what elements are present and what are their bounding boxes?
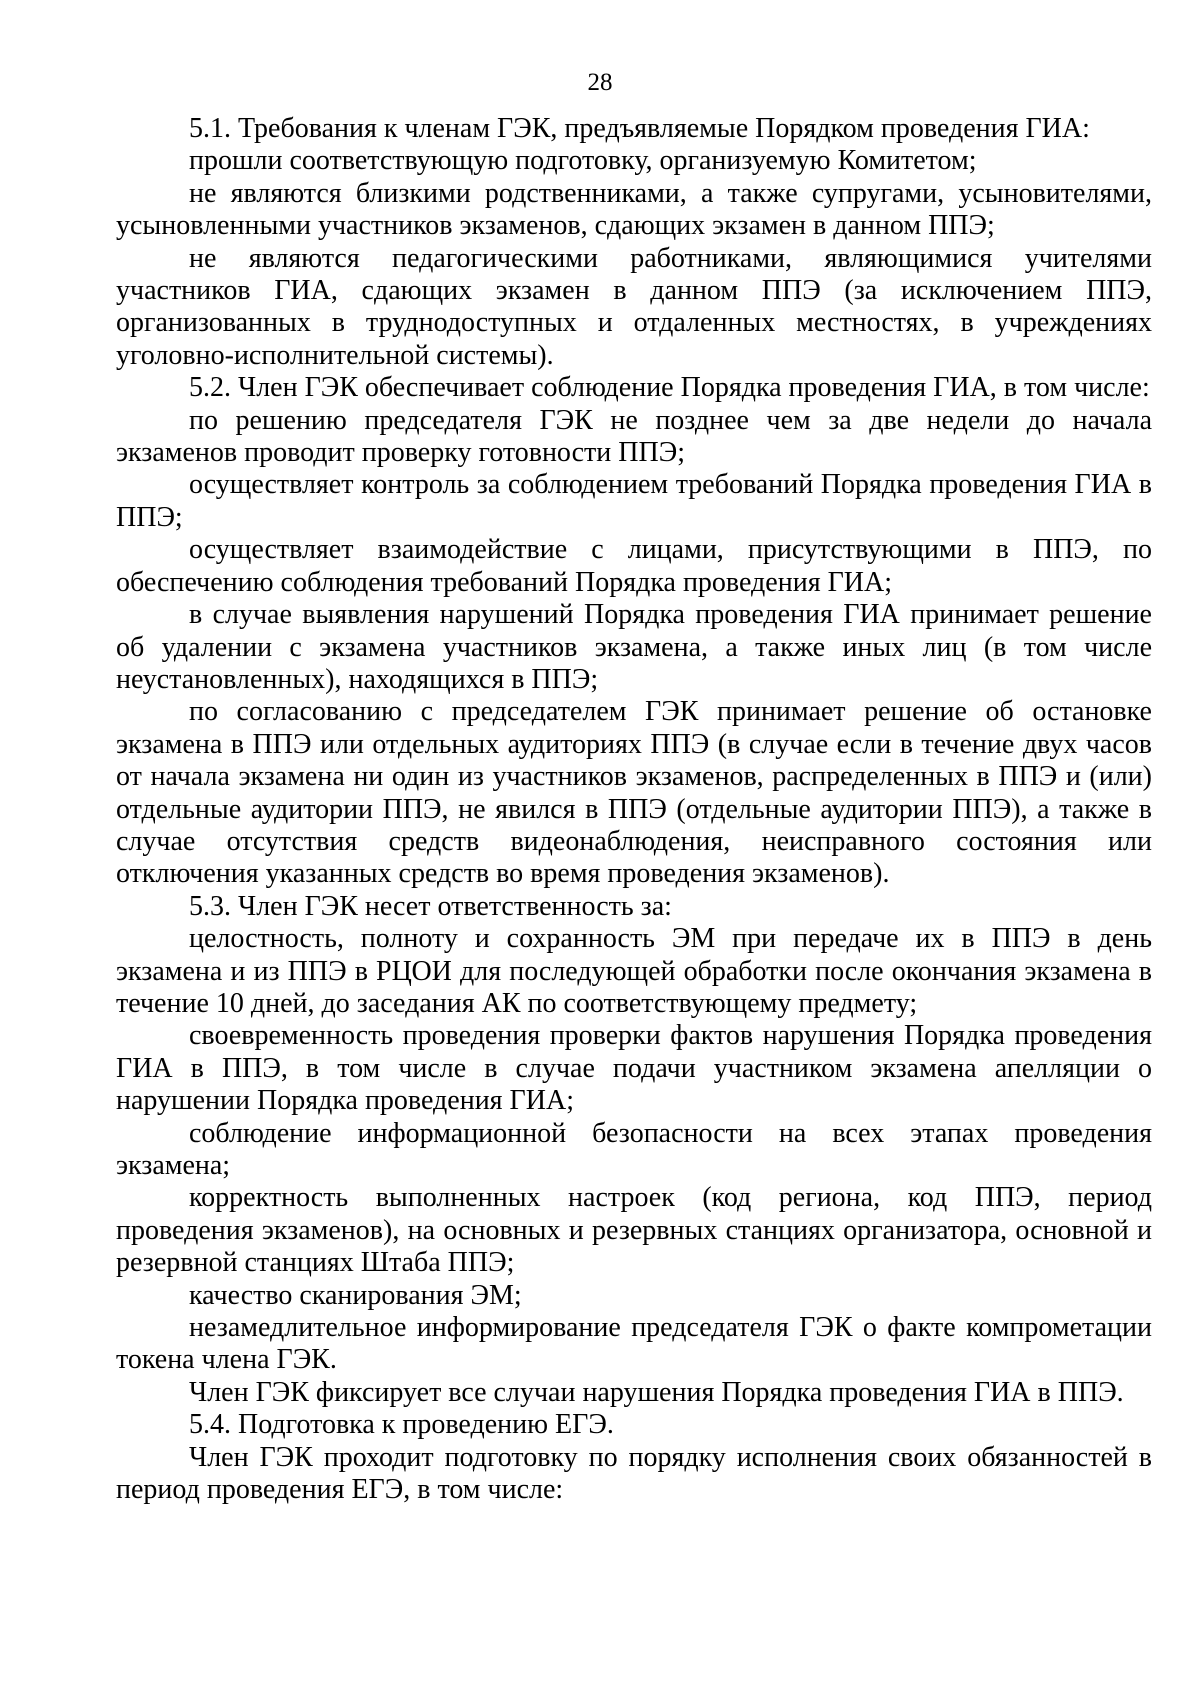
document-body bbox=[116, 113, 1152, 1506]
paragraph: по согласованию с председателем ГЭК принимает решение об остановке экзамена в ППЭ или отдельных аудиториях ППЭ (в случае если в течение двух часов от начала экзамена ни один из участников экзаменов, распределенных в ППЭ и (или) отдельные аудитории ППЭ, не явился в ППЭ (отдельные аудитории ППЭ), а также в случае отсутствия средств видеонаблюдения, неисправного состояния или отключения указанных средств во время проведения экзаменов). bbox=[116, 696, 1152, 890]
paragraph: своевременность проведения проверки фактов нарушения Порядка проведения ГИА в ППЭ, в том числе в случае подачи участником экзамена апелляции о нарушении Порядка проведения ГИА; bbox=[116, 1020, 1152, 1117]
paragraph: не являются педагогическими работниками, являющимися учителями участников ГИА, сдающих экзамен в данном ППЭ (за исключением ППЭ, организованных в труднодоступных и отдаленных местностях, в учреждениях уголовно-исполнительной системы). bbox=[116, 242, 1152, 371]
paragraph: целостность, полноту и сохранность ЭМ при передаче их в ППЭ в день экзамена и из ППЭ в РЦОИ для последующей обработки после окончания экзамена в течение 10 дней, до заседания АК по соответствующему предмету; bbox=[116, 923, 1152, 1019]
paragraph-5-3-heading: 5.3. Член ГЭК несет ответственность за: bbox=[189, 890, 672, 922]
page-number: 28 bbox=[587, 69, 613, 96]
paragraph: Член ГЭК фиксирует все случаи нарушения Порядка проведения ГИА в ППЭ. bbox=[189, 1376, 1124, 1408]
paragraph-5-4-heading: 5.4. Подготовка к проведению ЕГЭ. bbox=[189, 1409, 614, 1441]
paragraph: корректность выполненных настроек (код региона, код ППЭ, период проведения экзаменов), на основных и резервных станциях организатора, основной и резервной станциях Штаба ППЭ; bbox=[116, 1182, 1152, 1279]
paragraph: прошли соответствующую подготовку, организуемую Комитетом; bbox=[189, 145, 977, 177]
paragraph: не являются близкими родственниками, а также супругами, усыновителями, усыновленными участников экзаменов, сдающих экзамен в данном ППЭ; bbox=[116, 177, 1152, 242]
paragraph: осуществляет взаимодействие с лицами, присутствующими в ППЭ, по обеспечению соблюдения требований Порядка проведения ГИА; bbox=[116, 534, 1152, 598]
paragraph: осуществляет контроль за соблюдением требований Порядка проведения ГИА в ППЭ; bbox=[116, 469, 1152, 533]
paragraph: качество сканирования ЭМ; bbox=[189, 1279, 522, 1311]
paragraph-5-1-heading: 5.1. Требования к членам ГЭК, предъявляемые Порядком проведения ГИА: bbox=[189, 113, 1090, 144]
paragraph: в случае выявления нарушений Порядка проведения ГИА принимает решение об удалении с экзамена участников экзамена, а также иных лиц (в том числе неустановленных), находящихся в ППЭ; bbox=[116, 599, 1152, 695]
paragraph: соблюдение информационной безопасности на всех этапах проведения экзамена; bbox=[116, 1117, 1152, 1181]
paragraph: по решению председателя ГЭК не позднее чем за две недели до начала экзаменов проводит проверку готовности ППЭ; bbox=[116, 404, 1152, 469]
paragraph: Член ГЭК проходит подготовку по порядку исполнения своих обязанностей в период проведения ЕГЭ, в том числе: bbox=[116, 1441, 1152, 1506]
paragraph: незамедлительное информирование председателя ГЭК о факте компрометации токена члена ГЭК. bbox=[116, 1312, 1152, 1376]
paragraph-5-2-heading: 5.2. Член ГЭК обеспечивает соблюдение Порядка проведения ГИА, в том числе: bbox=[189, 372, 1150, 404]
